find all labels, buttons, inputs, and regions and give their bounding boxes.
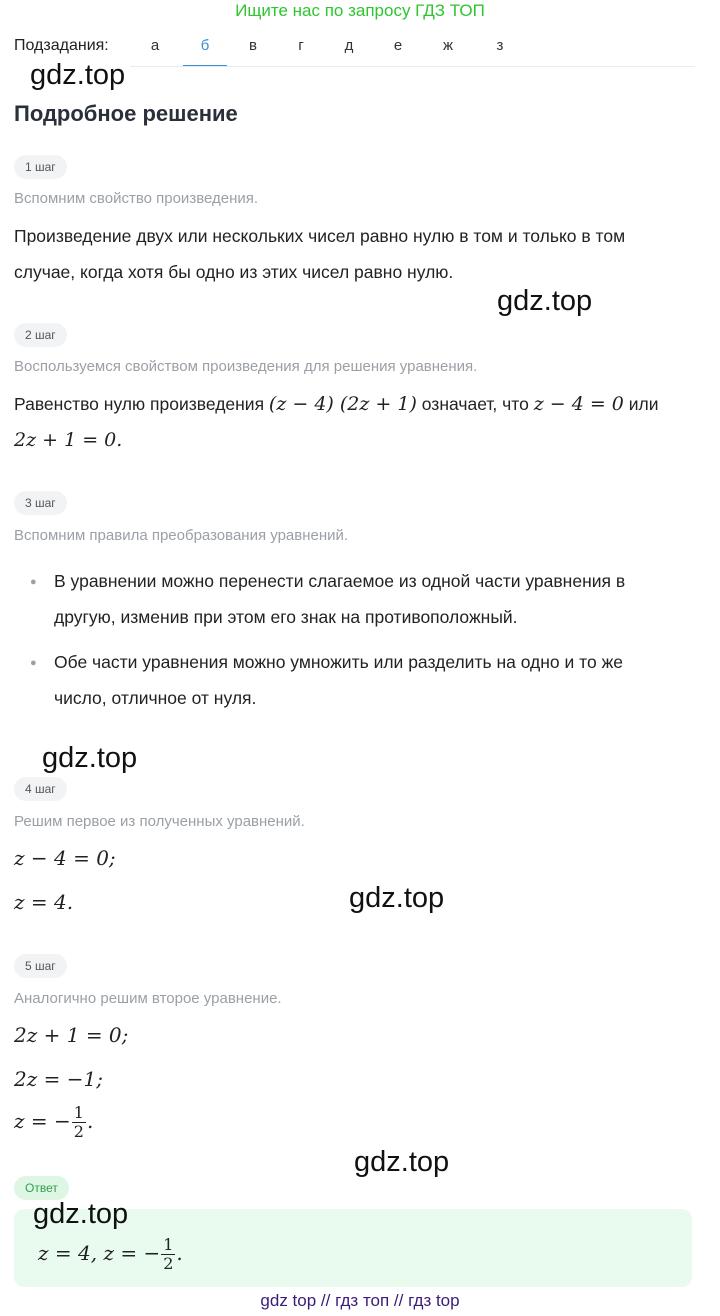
watermark: gdz.top <box>33 1198 129 1230</box>
tab-a[interactable]: а <box>150 37 160 54</box>
step-5-eq-1: 2z + 1 = 0; <box>14 1023 129 1047</box>
step-3-bullet-2: Обе части уравнения можно умножить или разделить на одно и то же число, отличное от нуля. <box>54 652 624 708</box>
watermark: gdz.top <box>349 882 445 914</box>
section-title: Подробное решение <box>14 101 238 126</box>
step-5-eq-3: z = − $\frac{1}{2}$ . <box>14 1103 94 1141</box>
answer-badge: Ответ <box>14 1176 69 1200</box>
tab-b[interactable]: б <box>183 27 227 67</box>
step-2-badge: 2 шаг <box>14 323 67 347</box>
answer-value: z = 4, z = − $\frac{1}{2}$ . <box>38 1235 183 1273</box>
step-4-hint: Решим первое из полученных уравнений. <box>14 813 305 830</box>
tab-d[interactable]: д <box>344 37 354 54</box>
step-5-eq-2: 2z = −1; <box>14 1067 103 1091</box>
watermark: gdz.top <box>354 1146 450 1178</box>
subtask-tabs <box>130 27 695 67</box>
watermark: gdz.top <box>42 742 138 774</box>
watermark: gdz.top <box>497 285 593 317</box>
step-3-bullet-1: В уравнении можно перенести слагаемое из одной части уравнения в другую, изменив при этом его знак на противоположный. <box>54 571 626 627</box>
watermark: gdz.top <box>30 59 126 91</box>
step-1-hint: Вспомним свойство произведения. <box>14 190 259 207</box>
tab-e[interactable]: е <box>393 37 403 54</box>
tab-z[interactable]: з <box>496 37 504 54</box>
step-3-badge: 3 шаг <box>14 491 67 515</box>
step-4-eq-2: z = 4. <box>14 890 74 914</box>
bullet-dot-icon: ● <box>30 657 37 669</box>
footer-links[interactable]: gdz top // гдз топ // гдз top <box>260 1291 460 1310</box>
tab-g[interactable]: г <box>298 37 304 54</box>
tab-v[interactable]: в <box>249 37 257 54</box>
bullet-dot-icon: ● <box>30 576 37 588</box>
step-1-text: Произведение двух или нескольких чисел равно нулю в том и только в том случае, когда хотя бы одно из этих чисел равно нулю. <box>14 226 626 282</box>
step-4-badge: 4 шаг <box>14 777 67 801</box>
step-2-text: Равенство нулю произведения (z − 4) (2z + 1) означает, что z − 4 = 0 или 2z + 1 = 0. <box>14 393 659 451</box>
step-5-hint: Аналогично решим второе уравнение. <box>14 990 282 1007</box>
step-1-badge: 1 шаг <box>14 155 67 179</box>
step-5-badge: 5 шаг <box>14 954 67 978</box>
step-4-eq-1: z − 4 = 0; <box>14 846 116 870</box>
tabs-divider <box>130 66 695 67</box>
step-3-hint: Вспомним правила преобразования уравнений. <box>14 527 349 544</box>
top-banner[interactable]: Ищите нас по запросу ГДЗ ТОП <box>235 1 485 20</box>
subtasks-label: Подзадания: <box>14 37 109 54</box>
step-2-hint: Воспользуемся свойством произведения для решения уравнения. <box>14 358 478 375</box>
tab-zh[interactable]: ж <box>442 37 454 54</box>
